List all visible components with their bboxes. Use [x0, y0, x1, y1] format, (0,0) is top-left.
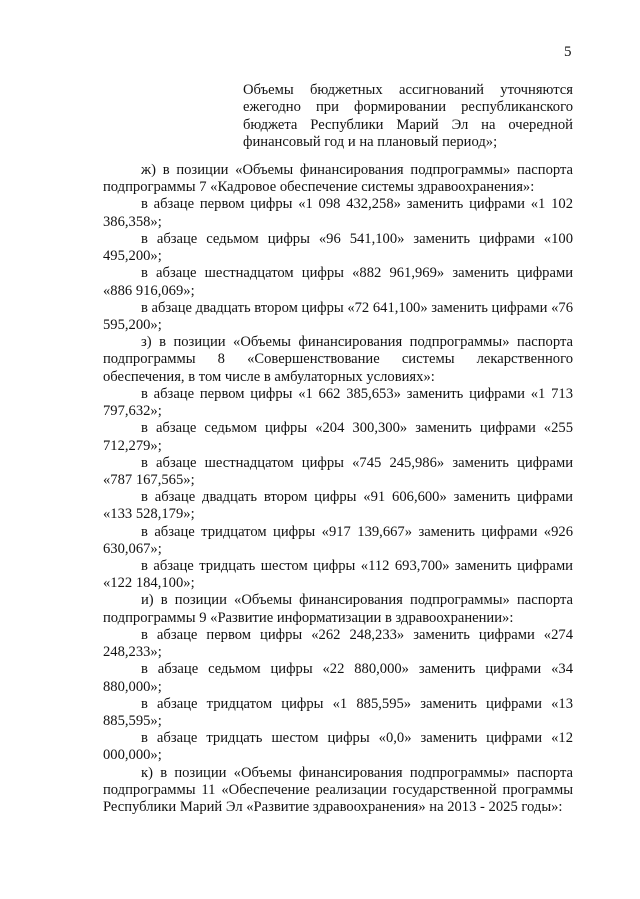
document-body: [103, 162, 573, 816]
paragraph-item-z: з) в позиции «Объемы финансирования подпрограммы» паспорта подпрограммы 8 «Совершенствование системы лекарственного обеспечения, в том числе в амбулаторных условиях»:: [103, 334, 573, 385]
paragraph-item-zh: ж) в позиции «Объемы финансирования подпрограммы» паспорта подпрограммы 7 «Кадровое обеспечение системы здравоохранения»:: [103, 162, 573, 196]
paragraph-amendment: в абзаце первом цифры «262 248,233» заменить цифрами «274 248,233»;: [103, 626, 573, 661]
paragraph-amendment: в абзаце двадцать втором цифры «72 641,100» заменить цифрами «76 595,200»;: [103, 299, 573, 333]
paragraph-item-k: к) в позиции «Объемы финансирования подпрограммы» паспорта подпрограммы 11 «Обеспечение реализации государственной программы Республики Марий Эл «Развитие здравоохранения» на 2013 - 2025 годы»:: [103, 764, 573, 816]
paragraph-amendment: в абзаце седьмом цифры «22 880,000» заменить цифрами «34 880,000»;: [103, 661, 573, 695]
paragraph-amendment: в абзаце тридцатом цифры «917 139,667» заменить цифрами «926 630,067»;: [103, 523, 573, 557]
paragraph-amendment: в абзаце первом цифры «1 098 432,258» заменить цифрами «1 102 386,358»;: [103, 196, 573, 230]
paragraph-amendment: в абзаце первом цифры «1 662 385,653» заменить цифрами «1 713 797,632»;: [103, 385, 573, 420]
paragraph-amendment: в абзаце тридцать шестом цифры «0,0» заменить цифрами «12 000,000»;: [103, 730, 573, 764]
paragraph-amendment: в абзаце седьмом цифры «96 541,100» заменить цифрами «100 495,200»;: [103, 230, 573, 265]
quoted-passage: Объемы бюджетных ассигнований уточняются ежегодно при формировании республиканского бюджета Республики Марий Эл на очередной финансовый год и на плановый период»;: [243, 82, 573, 151]
paragraph-amendment: в абзаце тридцать шестом цифры «112 693,700» заменить цифрами «122 184,100»;: [103, 558, 573, 592]
paragraph-item-i: и) в позиции «Объемы финансирования подпрограммы» паспорта подпрограммы 9 «Развитие информатизации в здравоохранении»:: [103, 592, 573, 626]
paragraph-amendment: в абзаце двадцать втором цифры «91 606,600» заменить цифрами «133 528,179»;: [103, 489, 573, 523]
paragraph-amendment: в абзаце тридцатом цифры «1 885,595» заменить цифрами «13 885,595»;: [103, 695, 573, 729]
paragraph-amendment: в абзаце шестнадцатом цифры «745 245,986» заменить цифрами «787 167,565»;: [103, 454, 573, 488]
paragraph-amendment: в абзаце седьмом цифры «204 300,300» заменить цифрами «255 712,279»;: [103, 420, 573, 454]
paragraph-amendment: в абзаце шестнадцатом цифры «882 961,969» заменить цифрами «886 916,069»;: [103, 265, 573, 299]
page-number: 5: [564, 44, 572, 60]
